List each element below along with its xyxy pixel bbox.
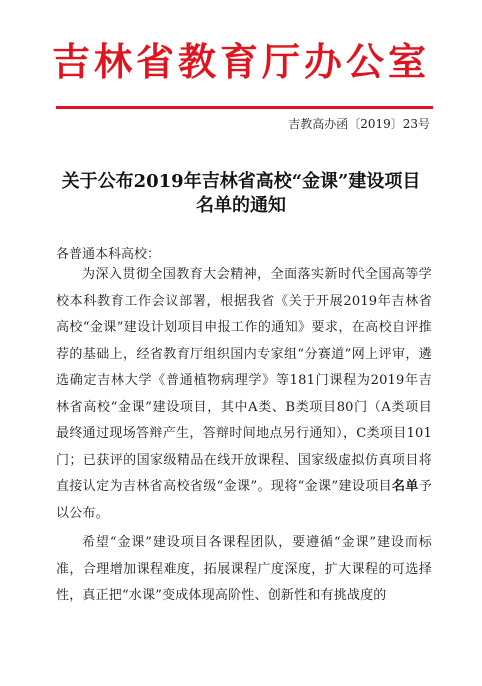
paragraph-1-text: 为深入贯彻全国教育大会精神，全面落实新时代全国高等学校本科教育工作会议部署，根据我省《关于开展2019年吉林省高校“金课”建设计划项目申报工作的通知》要求，在高校自评推荐的基础上，经省教育厅组织国内专家组“分赛道”网上评审，遴选确定吉林大学《普通植物病理学》等181门课程为2019年吉林省高校“金课”建设项目，其中A类、B类项目80门（A类项目最终通过现场答辩产生，答辩时间地点另行通知），C类项目101门；已获评的国家级精品在线开放课程、国家级虚拟仿真项目将直接认定为吉林省高校省级“金课”。现将“金课”建设项目 <box>56 267 432 494</box>
salutation: 各普通本科高校： <box>56 247 161 262</box>
document-number: 吉教高办函〔2019〕23号 <box>288 117 430 131</box>
title-line-2: 名单的通知 <box>196 195 286 216</box>
paragraph-1-bold-term: 名单 <box>392 479 419 494</box>
issuer-masthead: 吉林省教育厅办公室 <box>51 39 430 84</box>
paragraph-1 <box>56 262 432 527</box>
title-line-1: 关于公布2019年吉林省高校“金课”建设项目 <box>61 171 421 192</box>
red-header-rule <box>56 106 433 109</box>
paragraph-2: 希望“金课”建设项目各课程团队，要遵循“金课”建设而标准，合理增加课程难度，拓展课程广度深度，扩大课程的可选择性，真正把“水课”变成体现高阶性、创新性和有挑战度的 <box>56 535 432 603</box>
paragraph-1-ending: 予以公布。 <box>56 479 433 521</box>
document-title <box>40 170 442 218</box>
